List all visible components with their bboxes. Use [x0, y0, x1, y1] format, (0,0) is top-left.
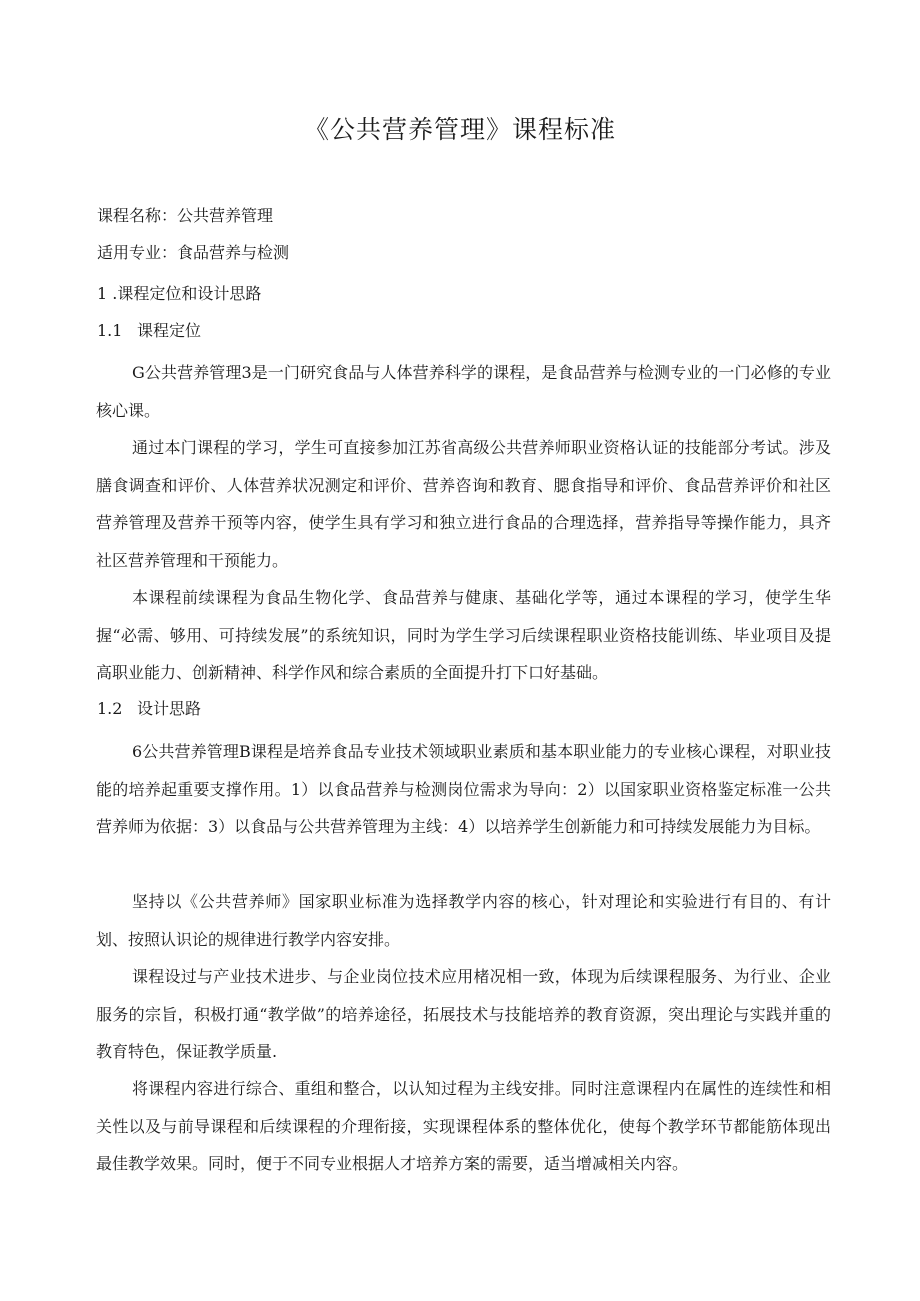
- document-title: 《公共营养管理》课程标准: [303, 115, 616, 144]
- subsection-title: 设计思路: [137, 699, 202, 718]
- paragraph: 将课程内容进行综合、重组和整合，以认知过程为主线安排。同时注意课程内在属性的连续性和相关性以及与前导课程和后续课程的介理衔接，实现课程体系的整体优化，使每个教学环节都能筋体现出最佳教学效果。同时，便于不同专业根据人才培养方案的需要，适当增减相关内容。: [96, 1079, 831, 1173]
- paragraph: G公共营养管理3是一门研究食品与人体营养科学的课程，是食品营养与检测专业的一门必修的专业核心课。: [96, 363, 831, 420]
- course-name-line: 课程名称：公共营养管理: [97, 206, 274, 225]
- paragraph: 课程设过与产业技术进步、与企业岗位技术应用楮况相一致，体现为后续课程服务、为行业、企业服务的宗旨，积极打通“教学做”的培养途径，拓展技术与技能培养的教育资源，突出理论与实践并重的教育特色，保证教学质量.: [96, 967, 831, 1061]
- subsection-number: 1.2: [97, 699, 123, 718]
- section-1-heading: 1 .课程定位和设计思路: [97, 284, 262, 303]
- paragraph: 6公共营养管理B课程是培养食品专业技术领域职业素质和基本职业能力的专业核心课程，对职业技能的培养起重要支撑作用。1）以食品营养与检测岗位需求为导向：2）以国家职业资格鉴定标准一公共营养师为依据：3）以食品与公共营养管理为主线：4）以培养学生创新能力和可持续发展能力为目标。: [96, 742, 831, 836]
- subsection-number: 1.1: [97, 321, 123, 340]
- subsection-1-2-heading: [97, 696, 201, 719]
- paragraph: 坚持以《公共营养师》国家职业标准为选择教学内容的核心，针对理论和实验进行有目的、有计划、按照认识论的规律进行教学内容安排。: [96, 892, 831, 949]
- major-line: 适用专业：食品营养与检测: [97, 243, 290, 262]
- subsection-1-1-heading: [97, 318, 201, 341]
- paragraph: 通过本门课程的学习，学生可直接参加江苏省高级公共营养师职业资格认证的技能部分考试。涉及膳食调查和评价、人体营养状况测定和评价、营养咨询和教育、腮食指导和评价、食品营养评价和社区营养管理及营养干预等内容，使学生具有学习和独立进行食品的合理选择，营养指导等操作能力，具齐社区营养管理和干预能力。: [96, 438, 831, 570]
- paragraph: 本课程前续课程为食品生物化学、食品营养与健康、基础化学等，通过本课程的学习，使学生华握“必需、够用、可持续发展”的系统知识，同时为学生学习后续课程职业资格技能训练、毕业项目及提高职业能力、创新精神、科学作风和综合素质的全面提升打下口好基础。: [96, 588, 831, 682]
- subsection-title: 课程定位: [137, 321, 202, 340]
